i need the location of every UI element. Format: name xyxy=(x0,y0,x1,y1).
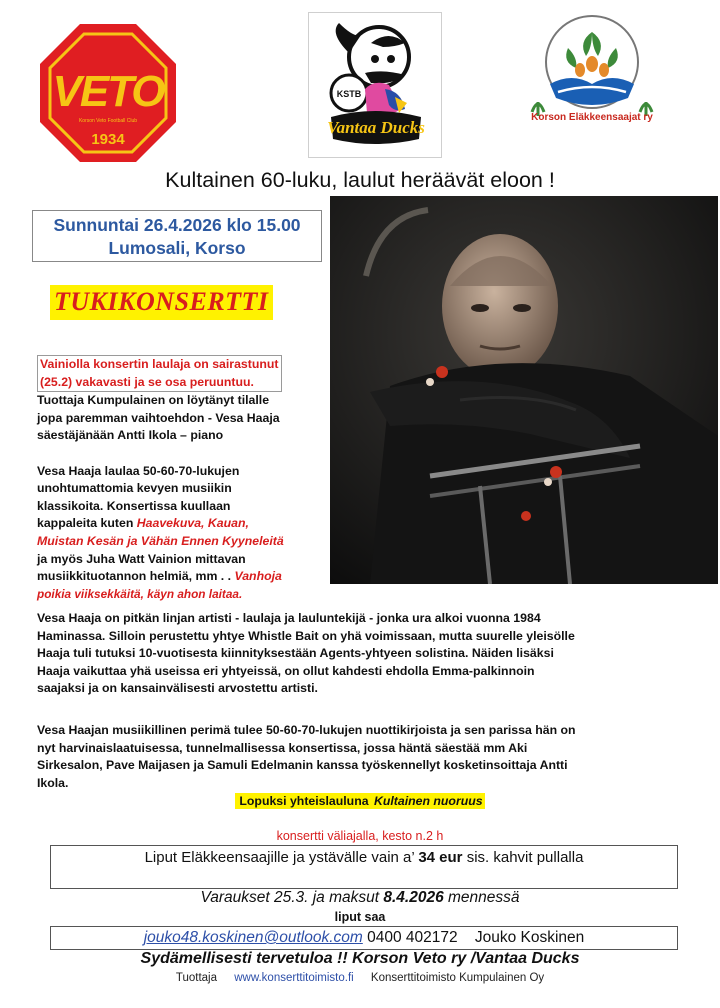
song-list: Vanhoja xyxy=(234,569,282,584)
event-date: Sunnuntai 26.4.2026 klo 15.00 xyxy=(53,215,301,235)
notice-line: Vainiolla konsertin laulaja on sairastunut xyxy=(40,357,279,371)
headline: Kultainen 60-luku, laulut heräävät eloon ! xyxy=(165,168,555,192)
event-venue: Lumosali, Korso xyxy=(108,238,246,258)
welcome-line: Sydämellisesti tervetuloa !! Korson Veto ry /Vantaa Ducks xyxy=(140,950,580,967)
intro-line: säestäjänään Antti Ikola – piano xyxy=(37,428,224,443)
bio-paragraph xyxy=(37,610,687,698)
contact-box xyxy=(50,926,678,950)
para2-text: kappaleita kuten xyxy=(37,516,137,531)
repertoire-line: nyt harvinaislaatuisessa, tunnelmallisessa konsertissa, jossa häntä säestää mm Aki xyxy=(37,740,528,755)
footer xyxy=(0,972,720,984)
para2-text: musiikkituotannon helmiä, mm . . xyxy=(37,569,235,584)
contact-phone: 0400 402172 xyxy=(367,929,458,946)
booking-date: 8.4.2026 xyxy=(383,889,444,906)
para2-line: ja myös Juha Watt Vainion mittavan xyxy=(37,551,246,566)
booking-suffix: mennessä xyxy=(443,889,520,906)
footer-company: Konserttitoimisto Kumpulainen Oy xyxy=(370,972,545,984)
bio-line: saajaksi ja on kansainvälisesti arvostettu artisti. xyxy=(37,681,318,696)
veto-logo-text: VETO xyxy=(52,67,164,116)
contact-name: Jouko Koskinen xyxy=(474,929,585,946)
closing-song: Kultainen nuoruus xyxy=(373,794,483,808)
korso-logo-name: Korson Eläkkeensaajat ry xyxy=(531,112,653,123)
booking-deadline xyxy=(0,889,720,907)
para2-line: unohtumattomia kevyen musiikin xyxy=(37,481,232,496)
song-list: poikia viiksekkäitä, käyn ahon laitaa. xyxy=(37,586,243,601)
intro-line: jopa paremman vaihtoehdon - Vesa Haaja xyxy=(37,410,280,425)
cancellation-notice xyxy=(37,355,282,392)
contact-email-link[interactable]: jouko48.koskinen@outlook.com xyxy=(143,929,363,946)
ducks-logo-text: Vantaa Ducks xyxy=(327,118,425,137)
para2-line xyxy=(37,568,327,586)
pause-duration: konsertti väliajalla, kesto n.2 h xyxy=(276,829,444,843)
bio-line: Haaja tuli tutuksi 10-vuotisesta kiinnityksestään Agents-yhtyeen solistina. Näiden lisäksi xyxy=(37,646,554,661)
ticket-prefix: Liput Eläkkeensaajille ja ystävälle vain a’ xyxy=(144,849,419,866)
left-column-text xyxy=(37,355,327,603)
closing-song-line xyxy=(0,794,720,808)
veto-ring-text: Korson Veto Football Club xyxy=(78,118,138,124)
veto-year: 1934 xyxy=(91,131,125,148)
notice-line: (25.2) vakavasti ja se osa peruuntuu. xyxy=(40,374,254,389)
footer-url-link[interactable]: www.konserttitoimisto.fi xyxy=(234,972,354,984)
bio-line: Vesa Haaja on pitkän linjan artisti - laulaja ja lauluntekijä - jonka ura alkoi vuonna 1984 xyxy=(37,611,541,625)
para2-line xyxy=(37,515,327,533)
repertoire-line: Sirkesalon, Pave Maijasen ja Samuli Edelmanin kanssa työskennellyt kosketinsoittaja Antti xyxy=(37,758,568,773)
bio-line: Haminassa. Silloin perustettu yhtye Whistle Bait on yhä voimissaan, mutta suurelle yleisölle xyxy=(37,628,575,643)
vantaa-ducks-logo xyxy=(308,12,442,158)
veto-logo xyxy=(38,22,178,164)
repertoire-line: Ikola. xyxy=(37,775,69,790)
ducks-helmet-text: KSTB xyxy=(336,89,362,99)
closing-prefix: Lopuksi yhteislauluna xyxy=(239,794,372,808)
para2-line: Vesa Haaja laulaa 50-60-70-lukujen xyxy=(37,463,240,478)
liput-saa: liput saa xyxy=(334,910,386,924)
artist-photo xyxy=(330,196,718,584)
repertoire-paragraph xyxy=(37,722,687,792)
ticket-price-box xyxy=(50,845,678,889)
ticket-price: 34 eur xyxy=(418,849,463,866)
repertoire-line: Vesa Haajan musiikillinen perimä tulee 50-60-70-lukujen nuottikirjoista ja sen parissa hän on xyxy=(37,723,576,737)
song-list: Haavekuva, Kauan, xyxy=(136,516,249,531)
intro-line: Tuottaja Kumpulainen on löytänyt tilalle xyxy=(37,393,270,408)
para2-line: klassikoita. Konsertissa kuullaan xyxy=(37,498,231,513)
bio-line: Haaja vaikuttaa yhä useissa eri yhtyeissä, on ollut kahdesti ehdolla Emma-palkinnoin xyxy=(37,663,535,678)
tukikonsertti-banner: TUKIKONSERTTI xyxy=(50,285,273,320)
song-list: Muistan Kesän ja Vähän Ennen Kyyneleitä xyxy=(37,533,284,548)
footer-label: Tuottaja xyxy=(175,972,217,984)
ticket-suffix: sis. kahvit pullalla xyxy=(462,849,584,866)
booking-prefix: Varaukset 25.3. ja maksut xyxy=(200,889,384,906)
event-date-box xyxy=(32,210,322,262)
